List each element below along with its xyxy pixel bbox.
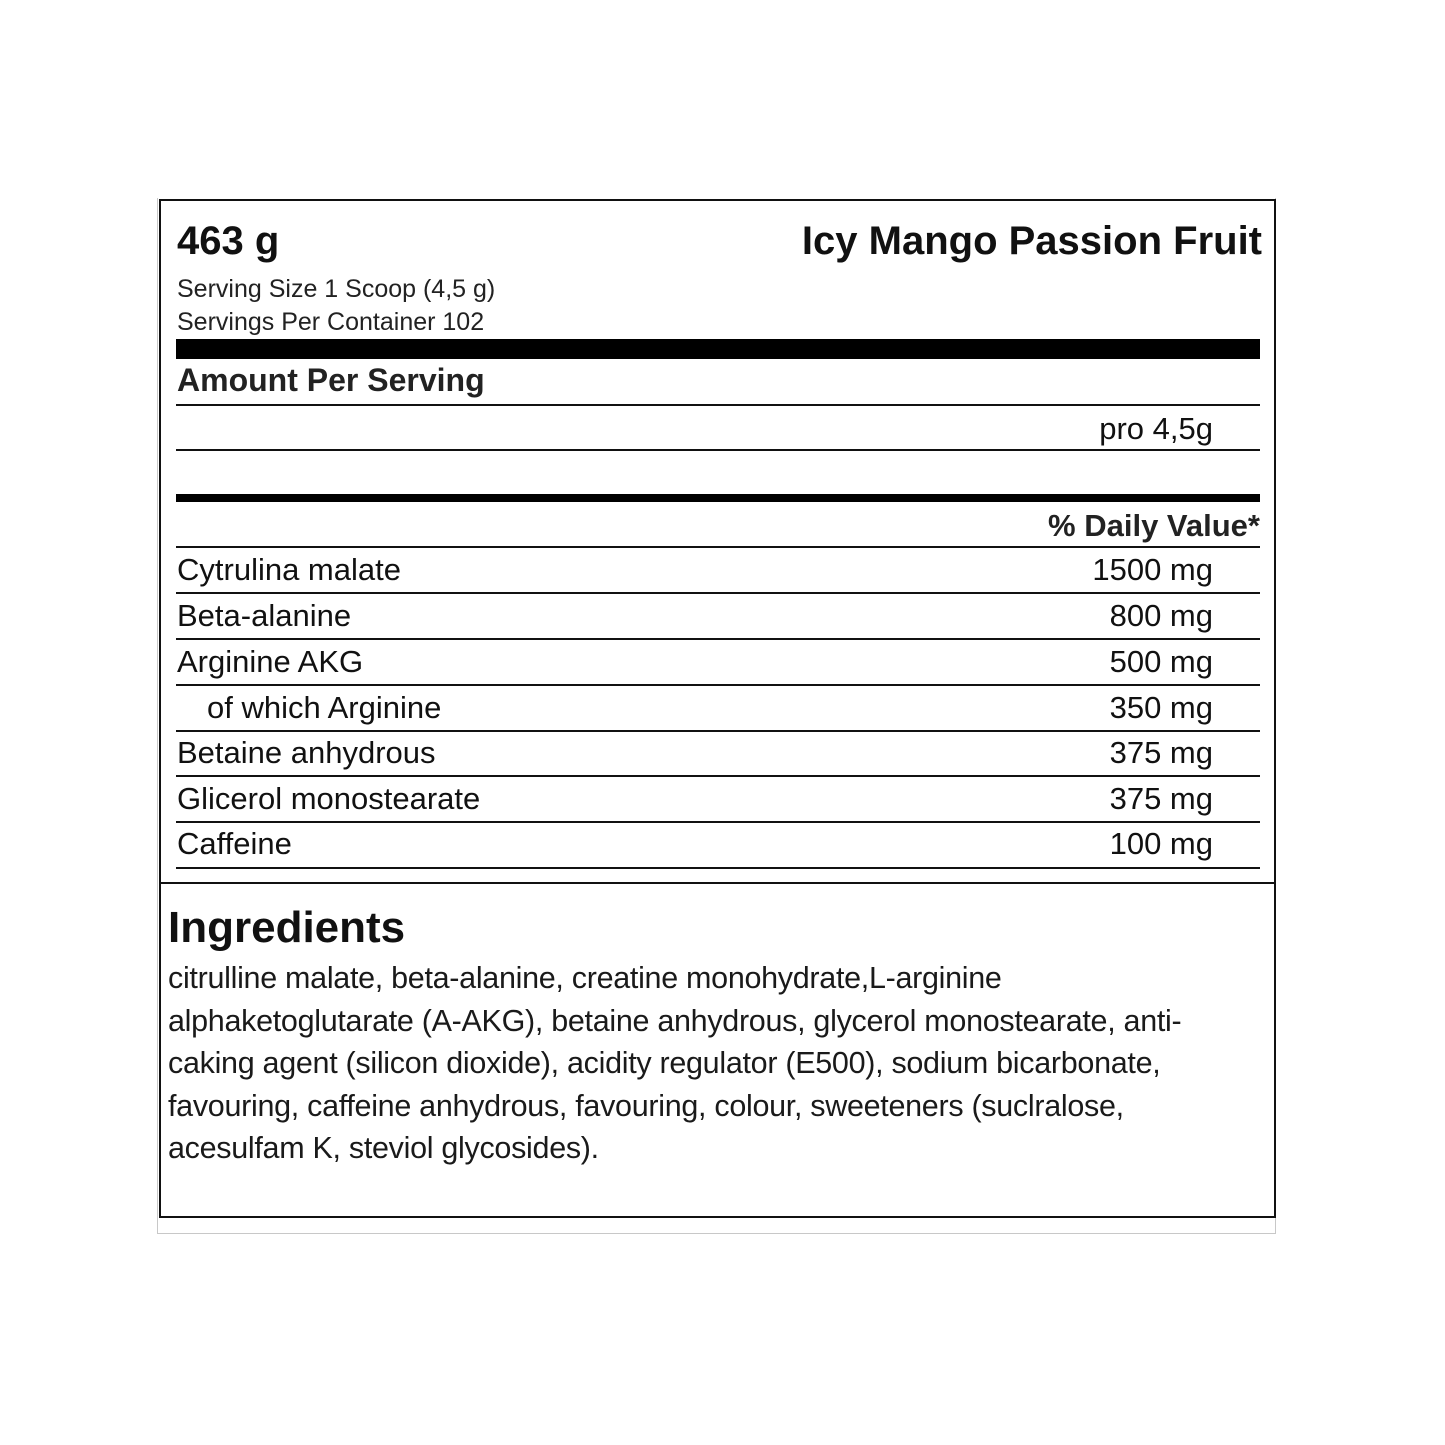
medium-divider	[176, 494, 1260, 502]
divider	[176, 404, 1260, 406]
nutrient-amount: 350 mg	[1109, 690, 1213, 725]
nutrient-name: Caffeine	[177, 826, 292, 861]
divider	[176, 867, 1260, 869]
per-serving-label: pro 4,5g	[1099, 411, 1213, 446]
servings-per-container: Servings Per Container 102	[177, 308, 485, 336]
flavor-name: Icy Mango Passion Fruit	[801, 219, 1262, 263]
nutrient-row	[176, 822, 1260, 866]
nutrient-amount: 375 mg	[1109, 781, 1213, 816]
nutrient-row	[176, 777, 1260, 821]
nutrient-row	[176, 686, 1260, 730]
nutrient-name: Beta-alanine	[177, 598, 352, 633]
section-divider	[161, 882, 1274, 884]
nutrient-amount: 500 mg	[1109, 644, 1213, 679]
net-weight: 463 g	[177, 219, 280, 263]
divider	[176, 449, 1260, 451]
nutrient-row	[176, 731, 1260, 775]
nutrient-amount: 1500 mg	[1092, 552, 1213, 587]
ingredients-heading: Ingredients	[168, 903, 406, 952]
nutrient-amount: 100 mg	[1109, 826, 1213, 861]
thick-divider	[176, 339, 1260, 359]
nutrient-name: Cytrulina malate	[177, 552, 401, 587]
nutrient-name: Glicerol monostearate	[177, 781, 481, 816]
nutrient-row	[176, 640, 1260, 684]
nutrient-row	[176, 594, 1260, 638]
nutrient-name: Betaine anhydrous	[177, 735, 436, 770]
nutrient-name: Arginine AKG	[177, 644, 364, 679]
nutrient-amount: 375 mg	[1109, 735, 1213, 770]
amount-per-serving-heading: Amount Per Serving	[177, 362, 485, 398]
nutrient-row	[176, 548, 1260, 592]
nutrition-label	[159, 199, 1276, 1218]
nutrient-name: of which Arginine	[207, 690, 442, 725]
daily-value-header: % Daily Value*	[1048, 508, 1260, 543]
ingredients-text: citrulline malate, beta-alanine, creatine monohydrate,L-arginine alphaketoglutarate (A-AKG), betaine anhydrous, glycerol monostearate, anti-caking agent (silicon dioxide), acidity regulator (E500), sodium bicarbonate, favouring, caffeine anhydrous, favouring, colour, sweeteners (suclralose, acesulfam K, steviol glycosides).	[168, 961, 1182, 1165]
nutrient-amount: 800 mg	[1109, 598, 1213, 633]
serving-size: Serving Size 1 Scoop (4,5 g)	[177, 275, 496, 303]
